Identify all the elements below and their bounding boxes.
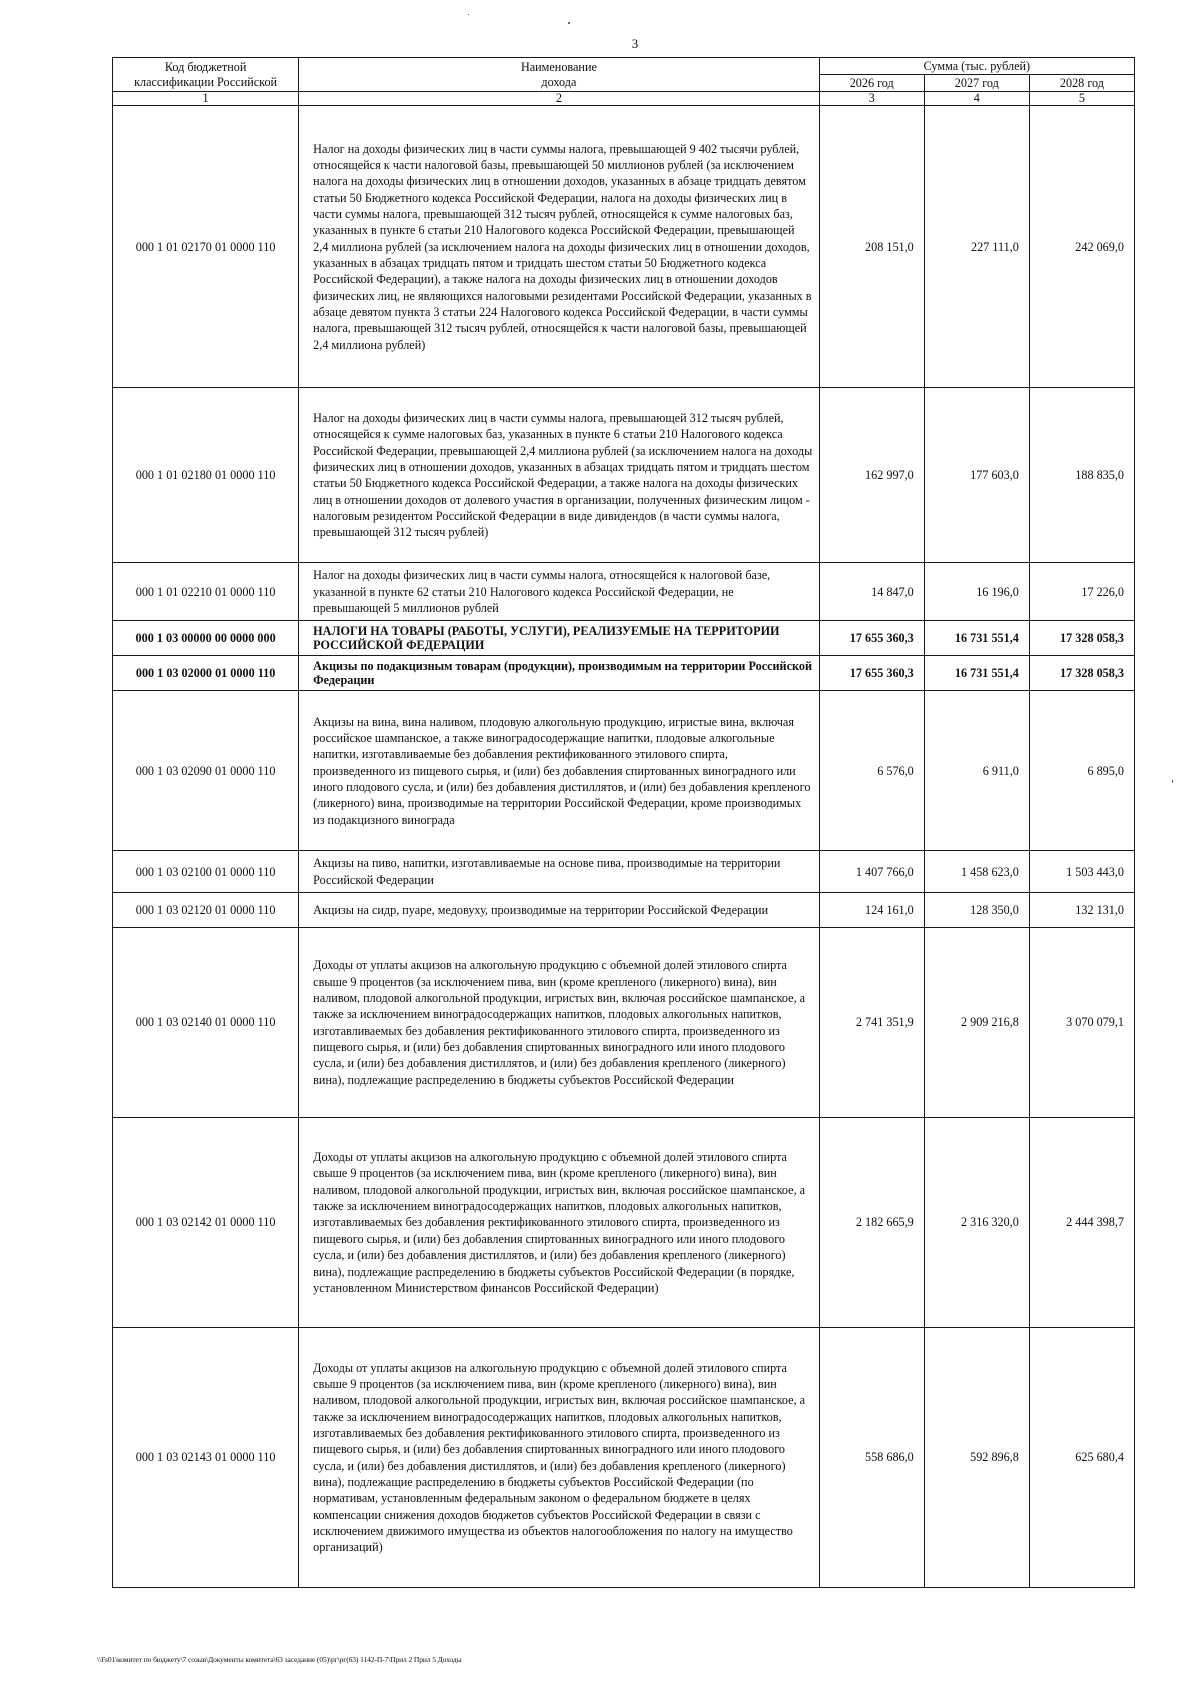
scan-speck (468, 14, 469, 15)
header-code-line2: классификации Российской (134, 74, 278, 89)
header-name-line1: Наименование (520, 60, 597, 75)
amount-2028: 188 835,0 (1029, 388, 1134, 563)
amount-2026: 14 847,0 (819, 563, 924, 621)
amount-2028: 17 226,0 (1029, 563, 1134, 621)
budget-code: 000 1 03 02142 01 0000 110 (113, 1118, 299, 1328)
budget-code: 000 1 03 02143 01 0000 110 (113, 1328, 299, 1588)
table-row (113, 1328, 1135, 1588)
table-row (113, 388, 1135, 563)
amount-2027: 2 909 216,8 (924, 928, 1029, 1118)
amount-2026: 208 151,0 (819, 106, 924, 388)
amount-2028: 17 328 058,3 (1029, 621, 1134, 656)
amount-2027: 177 603,0 (924, 388, 1029, 563)
amount-2027: 16 196,0 (924, 563, 1029, 621)
column-number: 4 (924, 92, 1029, 106)
table-row (113, 893, 1135, 928)
amount-2028: 1 503 443,0 (1029, 851, 1134, 893)
amount-2028: 3 070 079,1 (1029, 928, 1134, 1118)
table-row (113, 691, 1135, 851)
budget-code: 000 1 03 02120 01 0000 110 (113, 893, 299, 928)
amount-2026: 558 686,0 (819, 1328, 924, 1588)
budget-code: 000 1 03 02090 01 0000 110 (113, 691, 299, 851)
header-code-line1: Код бюджетной (164, 60, 247, 75)
scan-speck (1172, 780, 1173, 783)
amount-2028: 17 328 058,3 (1029, 656, 1134, 691)
column-number: 5 (1029, 92, 1134, 106)
revenue-name: Доходы от уплаты акцизов на алкогольную продукцию с объемной долей этилового спирта свыше 9 процентов (за исключением пива, вин (кроме крепленого (ликерного) вина), вин наливом, плодовой алкогольной продукции, игристых вин, включая российское шампанское, а также за исключением виноградосодержащих напитков, плодовых алкогольных напитков, изготавливаемых без добавления ректификованного этилового спирта, произведенного из пищевого сырья, и (или) без добавления спиртованных виноградного или иного плодового сусла, и (или) без добавления дистиллятов, и (или) без добавления крепленого (ликерного) вина), подлежащие распределению в бюджеты субъектов Российской Федерации (299, 928, 820, 1118)
amount-2027: 16 731 551,4 (924, 656, 1029, 691)
header-code (113, 58, 299, 92)
budget-code: 000 1 01 02170 01 0000 110 (113, 106, 299, 388)
budget-code: 000 1 03 00000 00 0000 000 (113, 621, 299, 656)
amount-2027: 16 731 551,4 (924, 621, 1029, 656)
revenue-table (112, 57, 1135, 1588)
header-name (299, 58, 820, 92)
header-name-line2: дохода (541, 74, 577, 89)
revenue-name: Акцизы на сидр, пуаре, медовуху, производимые на территории Российской Федерации (299, 893, 820, 928)
amount-2027: 6 911,0 (924, 691, 1029, 851)
column-number: 3 (819, 92, 924, 106)
revenue-name: Доходы от уплаты акцизов на алкогольную продукцию с объемной долей этилового спирта свыше 9 процентов (за исключением пива, вин (кроме крепленого (ликерного) вина), вин наливом, плодовой алкогольной продукции, игристых вин, включая российское шампанское, а также за исключением виноградосодержащих напитков, плодовых алкогольных напитков, изготавливаемых без добавления ректификованного этилового спирта, произведенного из пищевого сырья, и (или) без добавления спиртованных виноградного или иного плодового сусла, и (или) без добавления дистиллятов, и (или) без добавления крепленого (ликерного) вина), подлежащие распределению в бюджеты субъектов Российской Федерации (в порядке, установленном Министерством финансов Российской Федерации) (299, 1118, 820, 1328)
revenue-name: НАЛОГИ НА ТОВАРЫ (РАБОТЫ, УСЛУГИ), РЕАЛИЗУЕМЫЕ НА ТЕРРИТОРИИ РОССИЙСКОЙ ФЕДЕРАЦИИ (299, 621, 820, 656)
amount-2026: 2 182 665,9 (819, 1118, 924, 1328)
amount-2028: 132 131,0 (1029, 893, 1134, 928)
amount-2026: 17 655 360,3 (819, 656, 924, 691)
amount-2028: 6 895,0 (1029, 691, 1134, 851)
table-row (113, 1118, 1135, 1328)
footer-file-path: \\Fs01\комитет по бюджету\7 созыв\Документы комитета\63 заседание (05)\рг\рг(63) 1142-П-7\Прил 2 Прил 5 Доходы (97, 1655, 462, 1664)
table-row (113, 621, 1135, 656)
header-year-2026: 2026 год (819, 75, 924, 92)
header-year-2027: 2027 год (924, 75, 1029, 92)
table-row (113, 106, 1135, 388)
amount-2026: 6 576,0 (819, 691, 924, 851)
revenue-name: Доходы от уплаты акцизов на алкогольную продукцию с объемной долей этилового спирта свыше 9 процентов (за исключением пива, вин (кроме крепленого (ликерного) вина), вин наливом, плодовой алкогольной продукции, игристых вин, включая российское шампанское, а также за исключением виноградосодержащих напитков, плодовых алкогольных напитков, изготавливаемых без добавления ректификованного этилового спирта, произведенного из пищевого сырья, и (или) без добавления спиртованных виноградного или иного плодового сусла, и (или) без добавления дистиллятов, и (или) без добавления крепленого (ликерного) вина), подлежащие распределению в бюджеты субъектов Российской Федерации (по нормативам, установленным федеральным законом о федеральном бюджете в целях компенсации снижения доходов бюджетов субъектов Российской Федерации в связи с исключением движимого имущества из объектов налогообложения по налогу на имущество организаций) (299, 1328, 820, 1588)
budget-code: 000 1 03 02100 01 0000 110 (113, 851, 299, 893)
amount-2028: 242 069,0 (1029, 106, 1134, 388)
column-number: 1 (113, 92, 299, 106)
revenue-name: Акцизы на пиво, напитки, изготавливаемые на основе пива, производимые на территории Российской Федерации (299, 851, 820, 893)
scan-speck (568, 22, 570, 24)
revenue-name: Акцизы на вина, вина наливом, плодовую алкогольную продукцию, игристые вина, включая российское шампанское, а также виноградосодержащие напитки, плодовые алкогольные напитки, изготавливаемые без добавления ректификованного этилового спирта, произведенного из пищевого сырья, и (или) без добавления спиртованных виноградного или иного плодового сусла, и (или) без добавления дистиллятов, и (или) без добавления крепленого (ликерного) вина, производимые на территории Российской Федерации, кроме производимых из подакцизного винограда (299, 691, 820, 851)
amount-2026: 17 655 360,3 (819, 621, 924, 656)
amount-2027: 1 458 623,0 (924, 851, 1029, 893)
budget-code: 000 1 03 02000 01 0000 110 (113, 656, 299, 691)
column-number: 2 (299, 92, 820, 106)
amount-2026: 1 407 766,0 (819, 851, 924, 893)
revenue-name: Акцизы по подакцизным товарам (продукции), производимым на территории Российской Федерации (299, 656, 820, 691)
budget-code: 000 1 03 02140 01 0000 110 (113, 928, 299, 1118)
table-row (113, 928, 1135, 1118)
revenue-name: Налог на доходы физических лиц в части суммы налога, относящейся к налоговой базе, указанной в пункте 62 статьи 210 Налогового кодекса Российской Федерации, не превышающей 5 миллионов рублей (299, 563, 820, 621)
table-row (113, 851, 1135, 893)
amount-2026: 124 161,0 (819, 893, 924, 928)
table-row (113, 563, 1135, 621)
amount-2027: 592 896,8 (924, 1328, 1029, 1588)
revenue-name: Налог на доходы физических лиц в части суммы налога, превышающей 9 402 тысячи рублей, относящейся к части налоговой базы, превышающей 50 миллионов рублей (за исключением налога на доходы физических лиц в отношении доходов, указанных в абзаце тридцать девятом статьи 50 Бюджетного кодекса Российской Федерации, налога на доходы физических лиц в части суммы налога, превышающей 312 тысяч рублей, относящейся к сумме налоговых баз, указанных в пункте 6 статьи 210 Налогового кодекса Российской Федерации, превышающей 2,4 миллиона рублей (за исключением налога на доходы физических лиц в отношении доходов, указанных в абзацах тридцать пятом и тридцать шестом статьи 50 Бюджетного кодекса Российской Федерации), а также налога на доходы физических лиц в отношении доходов физических лиц, не являющихся налоговыми резидентами Российской Федерации, указанных в абзаце девятом пункта 3 статьи 224 Налогового кодекса Российской Федерации, в части суммы налога, превышающей 312 тысяч рублей, относящейся к части налоговой базы, превышающей 2,4 миллиона рублей) (299, 106, 820, 388)
amount-2028: 2 444 398,7 (1029, 1118, 1134, 1328)
header-year-2028: 2028 год (1029, 75, 1134, 92)
budget-code: 000 1 01 02180 01 0000 110 (113, 388, 299, 563)
budget-code: 000 1 01 02210 01 0000 110 (113, 563, 299, 621)
amount-2026: 162 997,0 (819, 388, 924, 563)
amount-2028: 625 680,4 (1029, 1328, 1134, 1588)
revenue-name: Налог на доходы физических лиц в части суммы налога, превышающей 312 тысяч рублей, относящейся к сумме налоговых баз, указанных в пункте 6 статьи 210 Налогового кодекса Российской Федерации, превышающей 2,4 миллиона рублей (за исключением налога на доходы физических лиц в отношении доходов, указанных в абзацах тридцать пятом и тридцать шестом статьи 50 Бюджетного кодекса Российской Федерации, а также налога на доходы физических лиц в отношении доходов от долевого участия в организации, полученных физическим лицом - налоговым резидентом Российской Федерации в виде дивидендов (в части суммы налога, превышающей 312 тысяч рублей) (299, 388, 820, 563)
amount-2026: 2 741 351,9 (819, 928, 924, 1118)
amount-2027: 128 350,0 (924, 893, 1029, 928)
page-number: 3 (631, 36, 639, 51)
amount-2027: 227 111,0 (924, 106, 1029, 388)
table-row (113, 656, 1135, 691)
amount-2027: 2 316 320,0 (924, 1118, 1029, 1328)
header-sum: Сумма (тыс. рублей) (819, 58, 1134, 75)
